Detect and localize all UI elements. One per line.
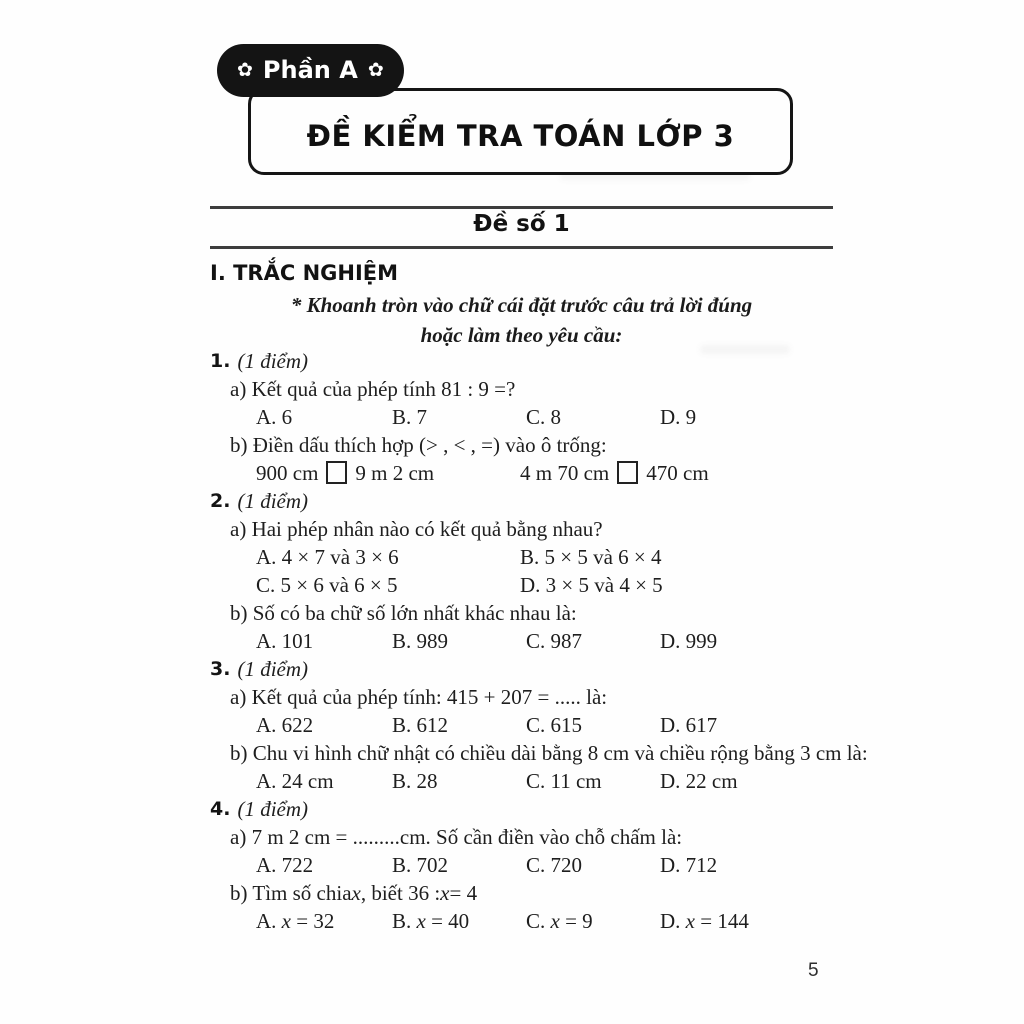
question-number: 1. — [210, 350, 231, 372]
question-part-a: a) Hai phép nhân nào có kết quả bằng nhau? — [230, 516, 603, 541]
question-points: (1 điểm) — [237, 488, 309, 513]
text-segment: B. — [392, 908, 417, 933]
variable-x: x — [351, 880, 361, 905]
question-part-b — [210, 879, 880, 907]
part-badge-label: Phần A — [262, 55, 358, 84]
question-3 — [210, 655, 880, 795]
answer-box — [326, 461, 347, 484]
option-d: D. 617 — [660, 712, 718, 737]
option-b — [392, 909, 526, 934]
answer-options-row — [210, 627, 880, 655]
option-d: D. 712 — [660, 852, 718, 877]
variable-x: x — [281, 908, 291, 933]
option-c: C. 615 — [526, 712, 583, 737]
variable-x: x — [440, 880, 450, 905]
text-segment: D. — [660, 908, 686, 933]
question-number: 3. — [210, 658, 231, 680]
part-badge — [217, 44, 404, 97]
answer-box — [617, 461, 638, 484]
section-heading: I. TRẮC NGHIỆM — [210, 261, 399, 285]
option-c: C. 987 — [526, 628, 583, 653]
option-d — [660, 909, 880, 934]
fill-text: 900 cm — [256, 460, 319, 485]
book-title-box — [248, 88, 793, 175]
option-a: A. 622 — [256, 712, 314, 737]
fill-blank-right — [520, 461, 880, 486]
text-segment: = 144 — [695, 908, 749, 933]
answer-options-row — [210, 907, 880, 935]
variable-x: x — [416, 908, 426, 933]
question-points: (1 điểm) — [237, 348, 309, 373]
question-2 — [210, 487, 880, 655]
answer-options-row — [210, 571, 880, 599]
question-part-b: b) Số có ba chữ số lớn nhất khác nhau là: — [230, 600, 577, 625]
question-list — [210, 347, 880, 935]
question-part-b: b) Điền dấu thích hợp (> , < , =) vào ô trống: — [230, 432, 607, 457]
option-a: A. 4 × 7 và 3 × 6 — [256, 544, 399, 569]
option-d: D. 22 cm — [660, 768, 738, 793]
book-title: ĐỀ KIỂM TRA TOÁN LỚP 3 — [306, 118, 735, 153]
question-header — [210, 795, 880, 823]
instruction-line-1: * Khoanh tròn vào chữ cái đặt trước câu trả lời đúng — [290, 293, 753, 317]
instruction-line-2: hoặc làm theo yêu cầu: — [420, 323, 623, 347]
fill-text: 9 m 2 cm — [355, 460, 435, 485]
option-a: A. 6 — [256, 404, 293, 429]
exam-heading: Đề số 1 — [473, 211, 570, 237]
variable-x: x — [685, 908, 695, 933]
option-b: B. 28 — [392, 768, 438, 793]
question-header — [210, 655, 880, 683]
option-d: D. 999 — [660, 628, 718, 653]
question-4 — [210, 795, 880, 935]
text-segment: b) Tìm số chia — [230, 880, 352, 905]
answer-options-row — [210, 851, 880, 879]
option-a: A. 101 — [256, 628, 314, 653]
option-b: B. 989 — [392, 628, 449, 653]
question-part-b: b) Chu vi hình chữ nhật có chiều dài bằng 8 cm và chiều rộng bằng 3 cm là: — [230, 740, 868, 765]
fill-blank-row — [210, 459, 880, 487]
option-c: C. 720 — [526, 852, 583, 877]
option-c: C. 8 — [526, 404, 562, 429]
question-header — [210, 487, 880, 515]
option-d: D. 3 × 5 và 4 × 5 — [520, 572, 663, 597]
answer-options-row — [210, 767, 880, 795]
option-b: B. 7 — [392, 404, 428, 429]
option-b: B. 5 × 5 và 6 × 4 — [520, 544, 662, 569]
question-header — [210, 347, 880, 375]
question-number: 2. — [210, 490, 231, 512]
answer-options-row — [210, 403, 880, 431]
flower-icon: ✿ — [367, 59, 384, 81]
divider-rule-bottom — [210, 246, 833, 249]
text-segment: = 9 — [559, 908, 593, 933]
option-d: D. 9 — [660, 404, 697, 429]
text-segment: C. — [526, 908, 551, 933]
text-segment: = 40 — [425, 908, 470, 933]
option-b: B. 612 — [392, 712, 449, 737]
text-segment: A. — [256, 908, 282, 933]
answer-options-row — [210, 543, 880, 571]
option-c: C. 11 cm — [526, 768, 602, 793]
fill-text: 470 cm — [646, 460, 709, 485]
fill-blank-left — [256, 461, 520, 486]
flower-icon: ✿ — [237, 59, 253, 81]
option-a: A. 24 cm — [256, 768, 334, 793]
option-a — [256, 909, 392, 934]
question-points: (1 điểm) — [237, 656, 309, 681]
question-number: 4. — [210, 798, 231, 820]
question-1 — [210, 347, 880, 487]
answer-options-row — [210, 711, 880, 739]
question-part-a: a) 7 m 2 cm = .........cm. Số cần điền vào chỗ chấm là: — [230, 824, 683, 849]
option-c — [526, 909, 660, 934]
page-number: 5 — [808, 960, 819, 981]
text-segment: = 32 — [291, 908, 335, 933]
question-part-a: a) Kết quả của phép tính: 415 + 207 = ..... là: — [230, 684, 608, 709]
question-points: (1 điểm) — [237, 796, 309, 821]
question-part-a: a) Kết quả của phép tính 81 : 9 =? — [230, 376, 516, 401]
option-b: B. 702 — [392, 852, 449, 877]
variable-x: x — [550, 908, 560, 933]
divider-rule-top — [210, 206, 833, 209]
option-a: A. 722 — [256, 852, 314, 877]
text-segment: = 4 — [449, 880, 478, 905]
text-segment: , biết 36 : — [360, 880, 441, 905]
fill-text: 4 m 70 cm — [520, 460, 610, 485]
option-c: C. 5 × 6 và 6 × 5 — [256, 572, 398, 597]
